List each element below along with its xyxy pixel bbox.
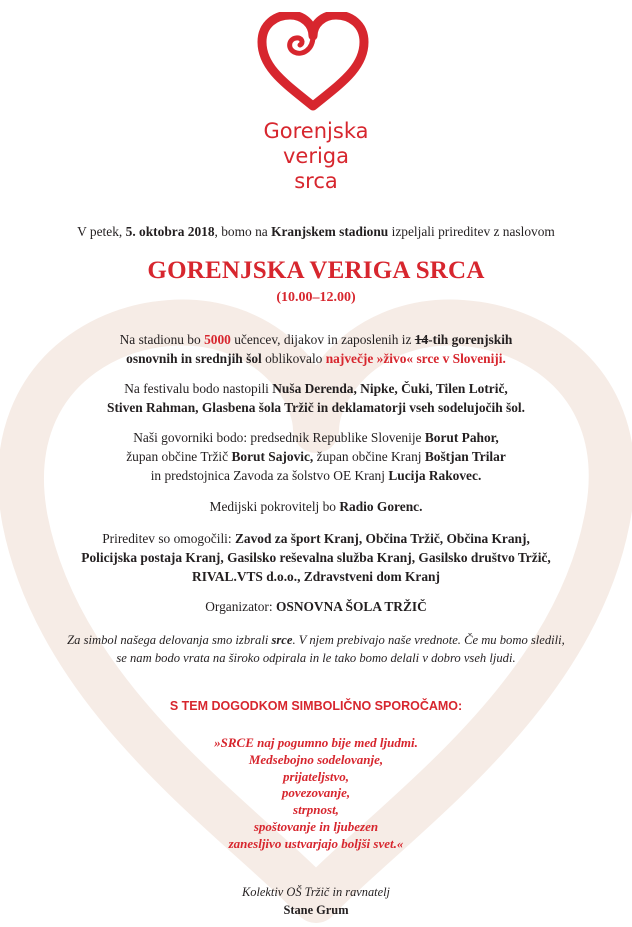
event-time: (10.00–12.00) — [276, 290, 356, 305]
mission-line: strpnost, — [293, 802, 339, 818]
heart-swirl-icon — [256, 12, 370, 112]
paragraph-performers: Na festivalu bodo nastopili Nuša Derenda, Nipke, Čuki, Tilen Lotrič, Stiven Rahman, Glasbena šola Tržič in deklamatorji vseh sodelujočih šol. — [107, 381, 525, 415]
paragraph-participants: Na stadionu bo 5000 učencev, dijakov in zaposlenih iz 14-tih gorenjskih osnovnih in srednjih šol oblikovalo največje »živo« srce v Sloveniji. — [119, 332, 513, 366]
mission-line: spoštovanje in ljubezen — [253, 818, 379, 834]
event-title: GORENJSKA VERIGA SRCA — [147, 257, 485, 284]
paragraph-speakers: Naši govorniki bodo: predsednik Republike Slovenije Borut Pahor, župan občine Tržič Borut Sajovic, župan občine Kranj Boštjan Trilar in predstojnica Zavoda za šolstvo OE Kranj Lucija Rakovec. — [126, 430, 506, 483]
message-heading: S TEM DOGODKOM SIMBOLIČNO SPOROČAMO: — [169, 699, 463, 713]
mission-statement — [0, 735, 632, 853]
mission-line: povezovanje, — [281, 785, 351, 801]
mission-line: prijateljstvo, — [282, 768, 350, 784]
event-venue: Kranjskem stadionu — [271, 224, 389, 239]
mission-line: »SRCE naj pogumno bije med ljudmi. — [214, 735, 418, 750]
intro-line: V petek, 5. oktobra 2018, bomo na Kranjskem stadionu izpeljali prireditev z naslovom — [77, 224, 555, 239]
event-date: 5. oktobra 2018 — [125, 224, 215, 239]
logo-text-line-1: Gorenjska — [263, 119, 369, 143]
paragraph-supporters: Prireditev so omogočili: Zavod za šport Kranj, Občina Tržič, Občina Kranj, Policijska postaja Kranj, Gasilsko reševalna služba Kranj, Gasilsko društvo Tržič, RIVAL.VTS d.o.o., Zdravstveni dom Kranj — [81, 531, 551, 584]
logo-text-line-2: veriga — [282, 144, 349, 168]
paragraph-symbol: Za simbol našega delovanja smo izbrali srce. V njem prebivajo naše vrednote. Če mu bomo sledili, se nam bodo vrata na široko odpirala in le tako bomo delali v dobro vseh ljudi. — [67, 633, 565, 665]
paragraph-media-sponsor: Medijski pokrovitelj bo Radio Gorenc. — [209, 499, 423, 514]
signature-line-1: Kolektiv OŠ Tržič in ravnatelj — [242, 885, 390, 899]
participant-count: 5000 — [204, 332, 231, 347]
paragraph-organizer: Organizator: OSNOVNA ŠOLA TRŽIČ — [205, 599, 427, 614]
logo-text-line-3: srca — [294, 169, 338, 193]
signature-name: Stane Grum — [283, 903, 349, 917]
mission-line: zanesljivo ustvarjajo boljši svet.« — [228, 835, 404, 851]
mission-line: Medsebojno sodelovanje, — [248, 751, 384, 767]
